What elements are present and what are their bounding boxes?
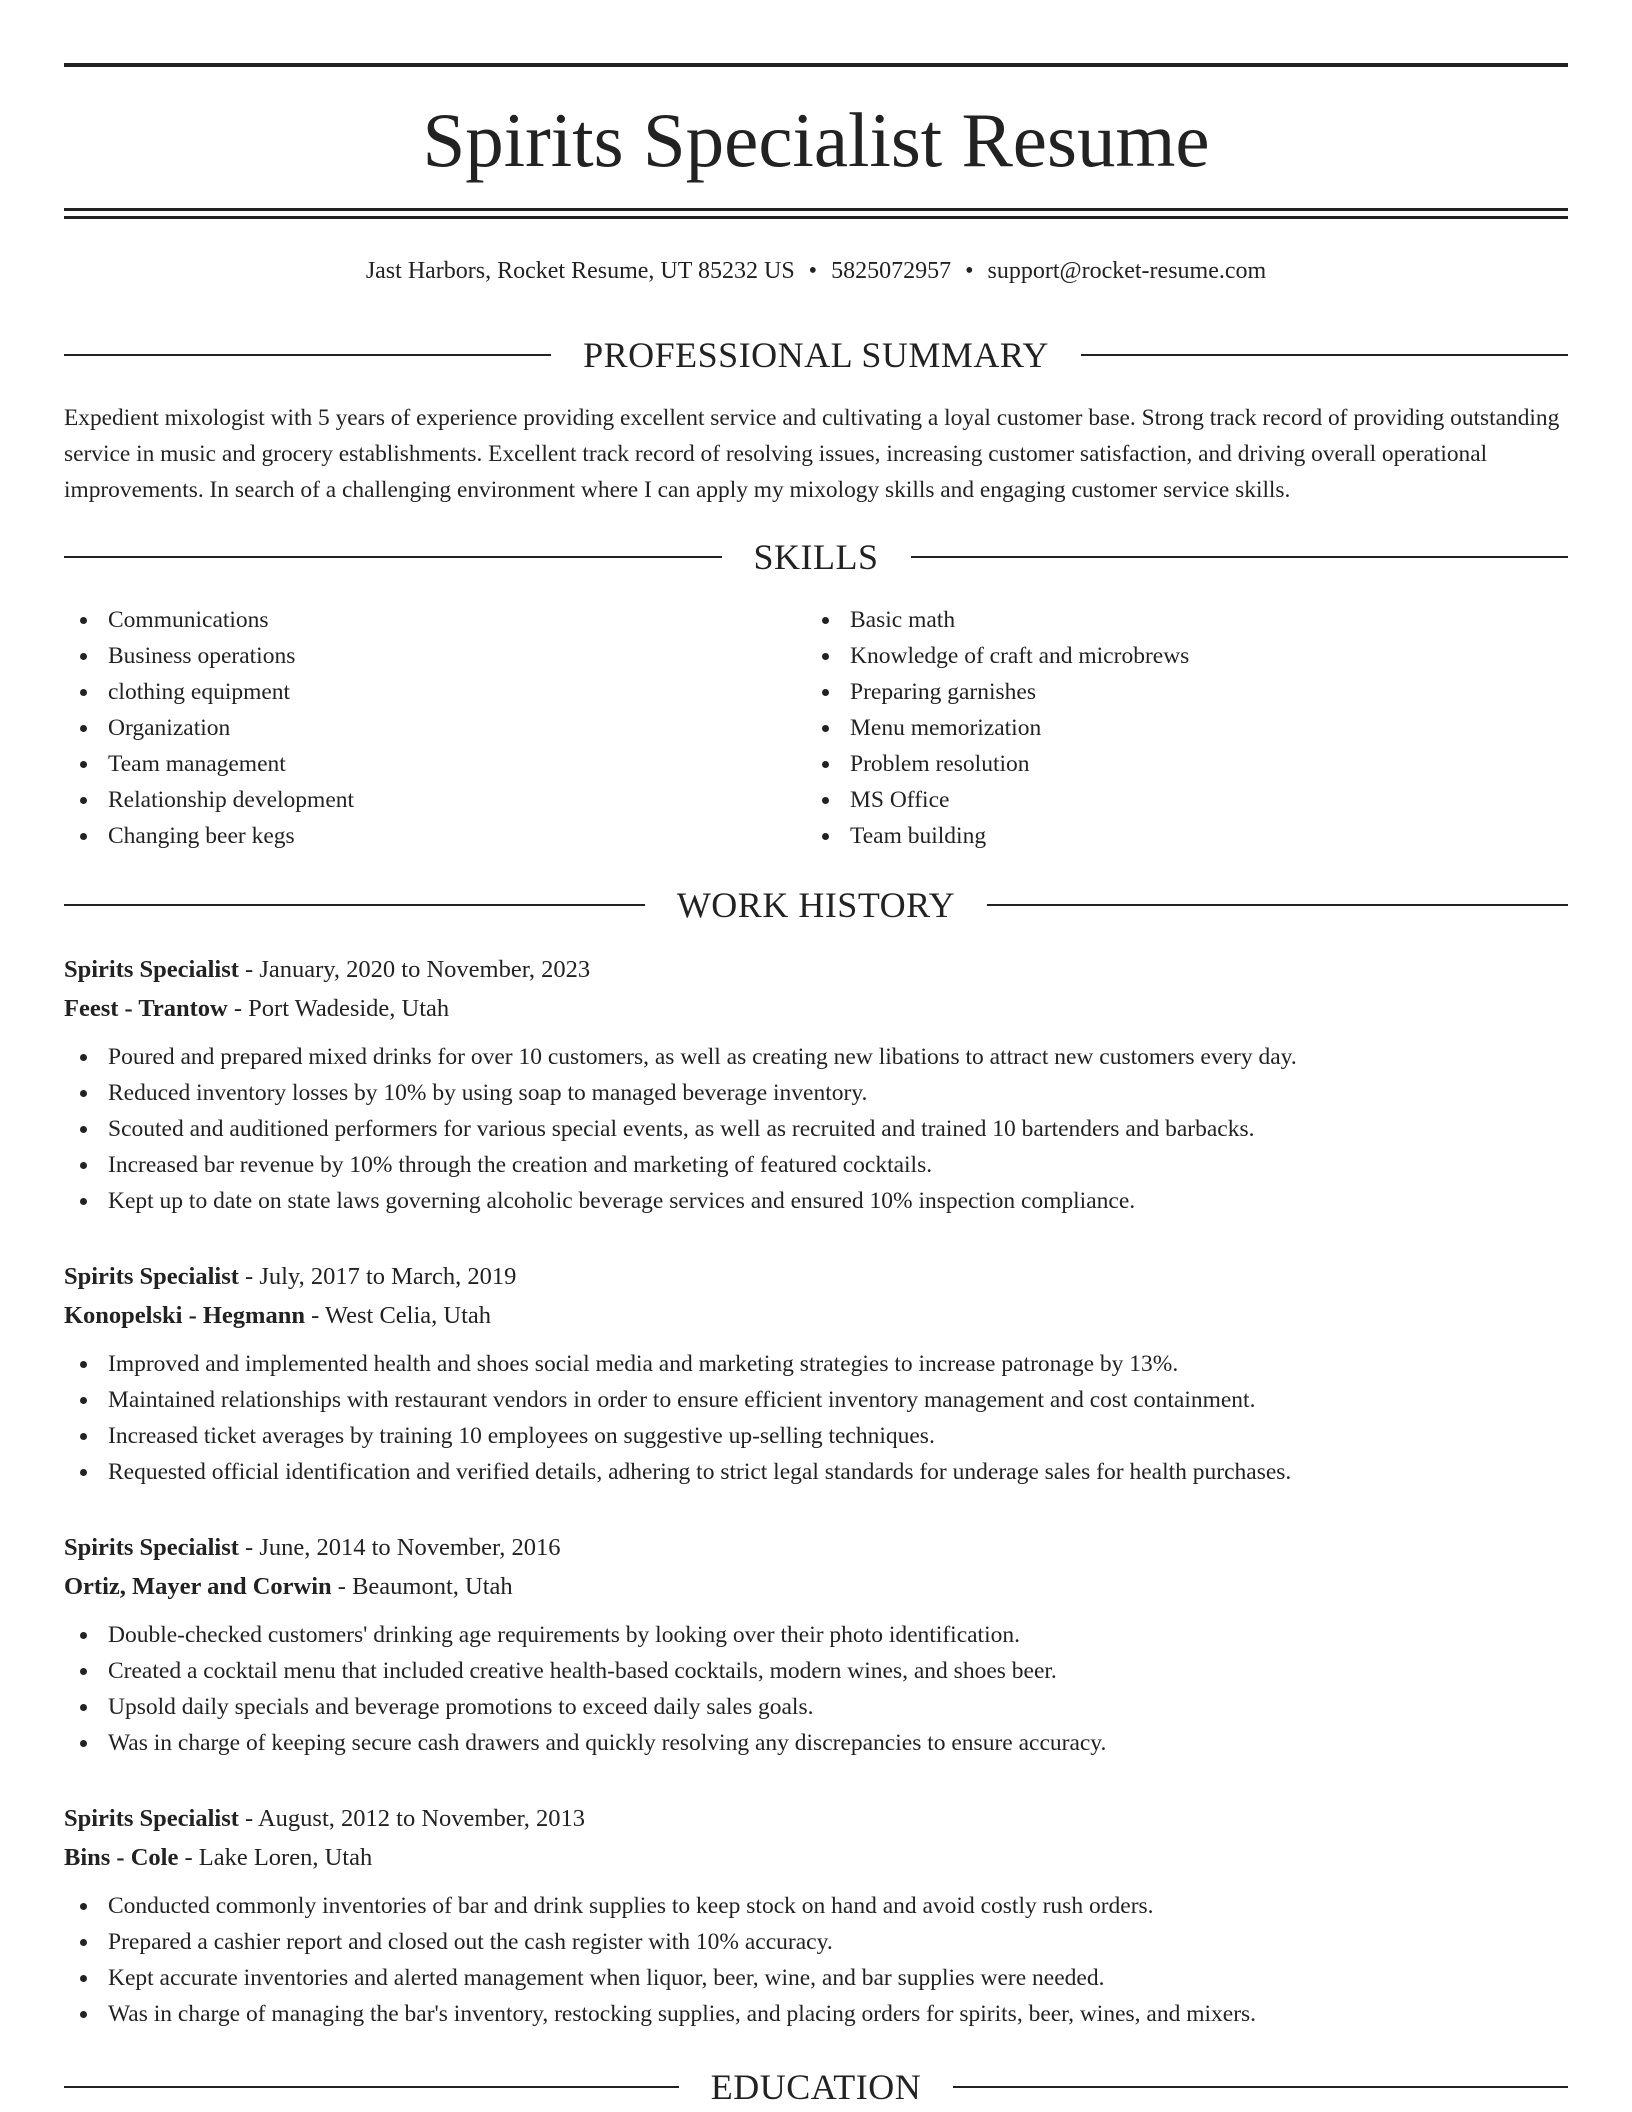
section-heading-skills [64, 535, 1568, 579]
job-bullet: Maintained relationships with restaurant vendors in order to ensure efficient inventory management and cost containment. [64, 1382, 1568, 1418]
skill-item: Basic math [806, 602, 1189, 638]
job-bullet: Kept up to date on state laws governing alcoholic beverage services and ensured 10% inspection compliance. [64, 1183, 1568, 1219]
job-bullet: Kept accurate inventories and alerted management when liquor, beer, wine, and bar supplies were needed. [64, 1960, 1568, 1996]
job-location: - Lake Loren, Utah [178, 1844, 373, 1871]
job-company-line [64, 1567, 1568, 1606]
job-company: Feest - Trantow [64, 995, 228, 1022]
job-title-line [64, 1799, 1568, 1838]
contact-phone: 5825072957 [831, 258, 952, 284]
page-title: Spirits Specialist Resume [422, 97, 1210, 183]
contact-separator: • [808, 258, 818, 284]
job-bullet: Was in charge of keeping secure cash drawers and quickly resolving any discrepancies to ensure accuracy. [64, 1725, 1568, 1761]
title-rule-upper [64, 208, 1568, 211]
job-company-line [64, 1838, 1568, 1877]
job-dates: - August, 2012 to November, 2013 [238, 1805, 585, 1832]
job-bullet: Increased bar revenue by 10% through the creation and marketing of featured cocktails. [64, 1147, 1568, 1183]
summary-text: Expedient mixologist with 5 years of experience providing excellent service and cultivating a loyal customer base. Strong track record of providing outstanding service in music and grocery establishments. Excellent track record of resolving issues, increasing customer satisfaction, and driving overall operational improvements. In search of a challenging environment where I can apply my mixology skills and engaging customer service skills. [64, 405, 1560, 503]
job-bullets [64, 1346, 1568, 1490]
skill-item: Business operations [64, 638, 354, 674]
top-rule [64, 63, 1568, 67]
section-heading-work [64, 883, 1568, 927]
contact-line [64, 254, 1568, 288]
job-company: Bins - Cole [64, 1844, 179, 1871]
job-title: Spirits Specialist [64, 956, 239, 983]
job-bullet: Scouted and auditioned performers for various special events, as well as recruited and trained 10 bartenders and barbacks. [64, 1111, 1568, 1147]
section-heading-summary [64, 333, 1568, 377]
job-bullet: Created a cocktail menu that included creative health-based cocktails, modern wines, and shoes beer. [64, 1653, 1568, 1689]
title-rule-lower [64, 216, 1568, 219]
job-bullet: Reduced inventory losses by 10% by using soap to managed beverage inventory. [64, 1075, 1568, 1111]
section-heading-education [64, 2065, 1568, 2109]
job-location: - Port Wadeside, Utah [227, 995, 450, 1022]
job-bullet: Was in charge of managing the bar's inventory, restocking supplies, and placing orders for spirits, beer, wines, and mixers. [64, 1996, 1568, 2032]
heading-rule [911, 556, 1569, 558]
skill-item: MS Office [806, 782, 1189, 818]
job-company-line [64, 989, 1568, 1028]
job-company: Konopelski - Hegmann [64, 1302, 305, 1329]
job-title-line [64, 950, 1568, 989]
section-heading-label: WORK HISTORY [676, 885, 956, 925]
job-location: - West Celia, Utah [304, 1302, 492, 1329]
job-bullet: Increased ticket averages by training 10 employees on suggestive up-selling techniques. [64, 1418, 1568, 1454]
contact-address: Jast Harbors, Rocket Resume, UT 85232 US [365, 258, 795, 284]
job-title-line [64, 1528, 1568, 1567]
skill-item: Organization [64, 710, 354, 746]
skill-item: Team building [806, 818, 1189, 854]
skill-item: Preparing garnishes [806, 674, 1189, 710]
job-bullet: Requested official identification and verified details, adhering to strict legal standards for underage sales for health purchases. [64, 1454, 1568, 1490]
skill-item: clothing equipment [64, 674, 354, 710]
job-dates: - January, 2020 to November, 2023 [238, 956, 591, 983]
job-location: - Beaumont, Utah [331, 1573, 513, 1600]
heading-rule [64, 556, 722, 558]
job-company-line [64, 1296, 1568, 1335]
skills-list-right [806, 602, 1189, 854]
heading-rule [953, 2086, 1568, 2088]
heading-rule [64, 904, 645, 906]
skill-item: Team management [64, 746, 354, 782]
contact-separator: • [965, 258, 974, 284]
section-heading-label: PROFESSIONAL SUMMARY [583, 335, 1049, 375]
heading-rule [64, 354, 551, 356]
job-bullet: Upsold daily specials and beverage promotions to exceed daily sales goals. [64, 1689, 1568, 1725]
skill-item: Menu memorization [806, 710, 1189, 746]
contact-email: support@rocket-resume.com [987, 258, 1267, 284]
skill-item: Communications [64, 602, 354, 638]
job-bullets [64, 1039, 1568, 1219]
job-bullet: Prepared a cashier report and closed out the cash register with 10% accuracy. [64, 1924, 1568, 1960]
job-entry [64, 1528, 1568, 1761]
skill-item: Knowledge of craft and microbrews [806, 638, 1189, 674]
job-entry [64, 1799, 1568, 2032]
job-title: Spirits Specialist [64, 1805, 239, 1832]
job-entry [64, 950, 1568, 1219]
job-dates: - July, 2017 to March, 2019 [238, 1263, 517, 1290]
skills-list-left [64, 602, 354, 854]
section-heading-label: EDUCATION [710, 2067, 922, 2107]
skill-item: Problem resolution [806, 746, 1189, 782]
job-title: Spirits Specialist [64, 1263, 239, 1290]
job-bullets [64, 1888, 1568, 2032]
heading-rule [64, 2086, 679, 2088]
job-title-line [64, 1257, 1568, 1296]
job-title: Spirits Specialist [64, 1534, 239, 1561]
job-bullet: Poured and prepared mixed drinks for over 10 customers, as well as creating new libations to attract new customers every day. [64, 1039, 1568, 1075]
job-entry [64, 1257, 1568, 1490]
job-bullet: Improved and implemented health and shoes social media and marketing strategies to increase patronage by 13%. [64, 1346, 1568, 1382]
heading-rule [1081, 354, 1568, 356]
heading-rule [987, 904, 1568, 906]
job-dates: - June, 2014 to November, 2016 [238, 1534, 561, 1561]
job-bullet: Conducted commonly inventories of bar and drink supplies to keep stock on hand and avoid costly rush orders. [64, 1888, 1568, 1924]
section-heading-label: SKILLS [753, 537, 879, 577]
skill-item: Changing beer kegs [64, 818, 354, 854]
job-company: Ortiz, Mayer and Corwin [64, 1573, 332, 1600]
job-bullets [64, 1617, 1568, 1761]
skill-item: Relationship development [64, 782, 354, 818]
job-bullet: Double-checked customers' drinking age requirements by looking over their photo identification. [64, 1617, 1568, 1653]
